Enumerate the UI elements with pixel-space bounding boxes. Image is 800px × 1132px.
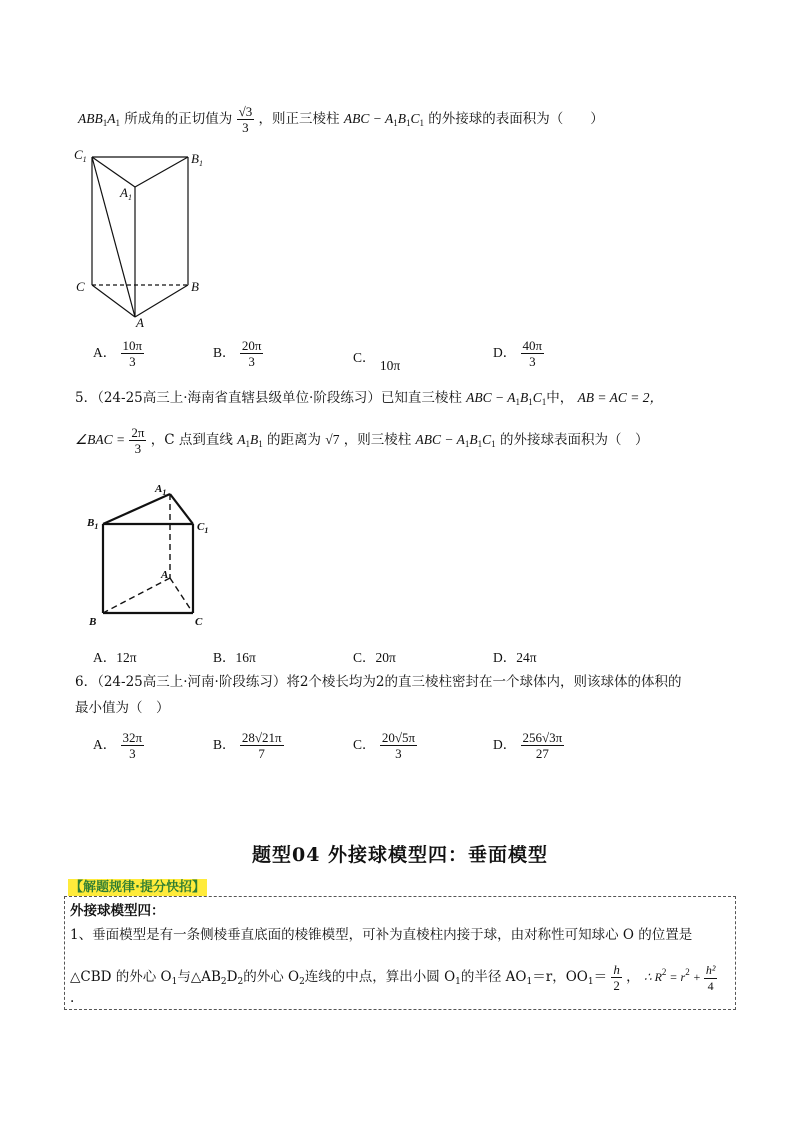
q4-edge-b1a1	[135, 157, 188, 187]
q4-option-c[interactable]: C． 10π	[353, 350, 401, 373]
q4-option-a[interactable]: A． $\frac{10\pi}{3}$	[93, 338, 143, 369]
q4-stem-mid: 所成角的正切值为	[124, 111, 233, 127]
q5-label-b1: $B_1$	[87, 517, 99, 531]
q4-stem	[78, 104, 604, 135]
q6-option-b[interactable]: B． $\frac{28√21\pi}{7}$	[213, 730, 282, 761]
q5-angle-label: ∠BAC =	[75, 432, 126, 447]
q6-line1: 6．（24-25高三上·河南·阶段练习）将2个棱长均为2的直三棱柱密封在一个球体内，则该球体的体积的	[75, 674, 682, 690]
section-heading: 题型04 外接球模型四：垂面模型	[251, 844, 549, 866]
q4-option-b[interactable]: B． $\frac{20\pi}{3}$	[213, 338, 262, 369]
q4-label-b1: $B_1$	[191, 151, 203, 168]
q4-diagonal-c1a	[92, 157, 135, 317]
q4-plane-name: $ABB_1A_1$	[78, 111, 120, 128]
q5-edge-a1c1	[170, 494, 193, 524]
box-line-1: 1、垂面模型是有一条侧棱垂直底面的棱锥模型，可补为直棱柱内接于球，由对称性可知球心 O 的位置是	[70, 927, 693, 943]
q4-option-a-fraction: $\frac{10\pi}{3}$	[122, 338, 143, 369]
q4-edge-ca	[92, 285, 135, 317]
q4-option-b-fraction: $\frac{20\pi}{3}$	[241, 338, 262, 369]
q4-prism-name: ABC − $A_1B_1C_1$	[343, 111, 424, 128]
q4-tan-fraction: $\frac{√3}{3}$	[238, 104, 253, 135]
rule-tag: 【解题规律·提分快招】	[70, 880, 205, 895]
q5-line1: 5．（24-25高三上·海南省直辖县级单位·阶段练习）已知直三棱柱 ABC − $A_1B_1C_1$中， AB = AC = 2，	[75, 390, 664, 407]
q5-edge-ac-hidden	[170, 578, 193, 613]
q4-edge-ba	[135, 285, 188, 317]
q6-option-a[interactable]: A． $\frac{32\pi}{3}$	[93, 730, 143, 761]
q5-distance: √7	[325, 432, 340, 447]
q5-option-c[interactable]: C．20π	[353, 650, 396, 665]
q5-option-d[interactable]: D．24π	[493, 650, 537, 665]
q4-label-c: C	[76, 279, 85, 294]
q5-prism-figure	[85, 478, 220, 633]
q5-edge-ab-hidden	[103, 578, 170, 613]
q5-prism-name: ABC − $A_1B_1C_1$	[466, 390, 547, 407]
q5-angle-fraction: $\frac{2\pi}{3}$	[131, 425, 145, 456]
q6-option-c[interactable]: C． $\frac{20√5\pi}{3}$	[353, 730, 416, 761]
q5-line2: ∠BAC = $\frac{2\pi}{3}$ ，C 点到直线 $A_1B_1$ 的距离为 √7 ，则三棱柱 ABC − $A_1B_1C_1$ 的外接球表面积为（ ）	[75, 425, 649, 456]
q4-stem-post: ，则正三棱柱	[258, 111, 340, 127]
q6-line2: 最小值为（ ）	[75, 700, 170, 716]
q5-label-c1: $C_1$	[197, 521, 209, 535]
h-over-2-fraction: $\frac{h}{2}$	[613, 962, 620, 993]
q4-label-a: A	[136, 315, 144, 330]
q5-option-a[interactable]: A．12π	[93, 650, 137, 665]
radius-formula: ∴ $R^2 = r^2$ + $\frac{\text{h²}}{4}$	[643, 962, 716, 993]
q4-label-b: B	[191, 279, 199, 294]
q5-label-a1: $A_1$	[155, 483, 167, 497]
q5-label-a: A	[161, 569, 169, 581]
q5-line-name: $A_1B_1$	[237, 432, 263, 449]
q5-edge-b1a1	[103, 494, 170, 524]
q5-condition-1: AB = AC = 2，	[577, 390, 664, 405]
q5-label-b: B	[89, 616, 97, 628]
box-line-3: .	[70, 990, 75, 1006]
q4-option-d[interactable]: D． $\frac{40\pi}{3}$	[493, 338, 543, 369]
q5-option-b[interactable]: B．16π	[213, 650, 256, 665]
q4-option-d-fraction: $\frac{40\pi}{3}$	[522, 338, 543, 369]
q6-option-d[interactable]: D． $\frac{256√3\pi}{27}$	[493, 730, 563, 761]
box-line-2: △CBD 的外心 $O_1$与$\triangle AB_2D_2$的外心 $O_2$连线的中点，算出小圆 $O_1$的半径 $AO_1=r$，$OO_1=$ $\frac{h}{2}$ ， ∴ $R^2 = r^2$ + $\frac{\text{h²}}{4}$	[70, 962, 716, 993]
q4-label-c1: $C_1$	[74, 147, 87, 164]
q4-stem-end: 的外接球的表面积为（ ）	[428, 111, 604, 127]
q4-label-a1: $A_1$	[120, 185, 132, 202]
q5-label-c: C	[195, 616, 203, 628]
box-title: 外接球模型四：	[70, 903, 165, 919]
q5-prism-name-2: ABC − $A_1B_1C_1$	[415, 432, 496, 449]
q4-prism-figure	[70, 145, 220, 330]
